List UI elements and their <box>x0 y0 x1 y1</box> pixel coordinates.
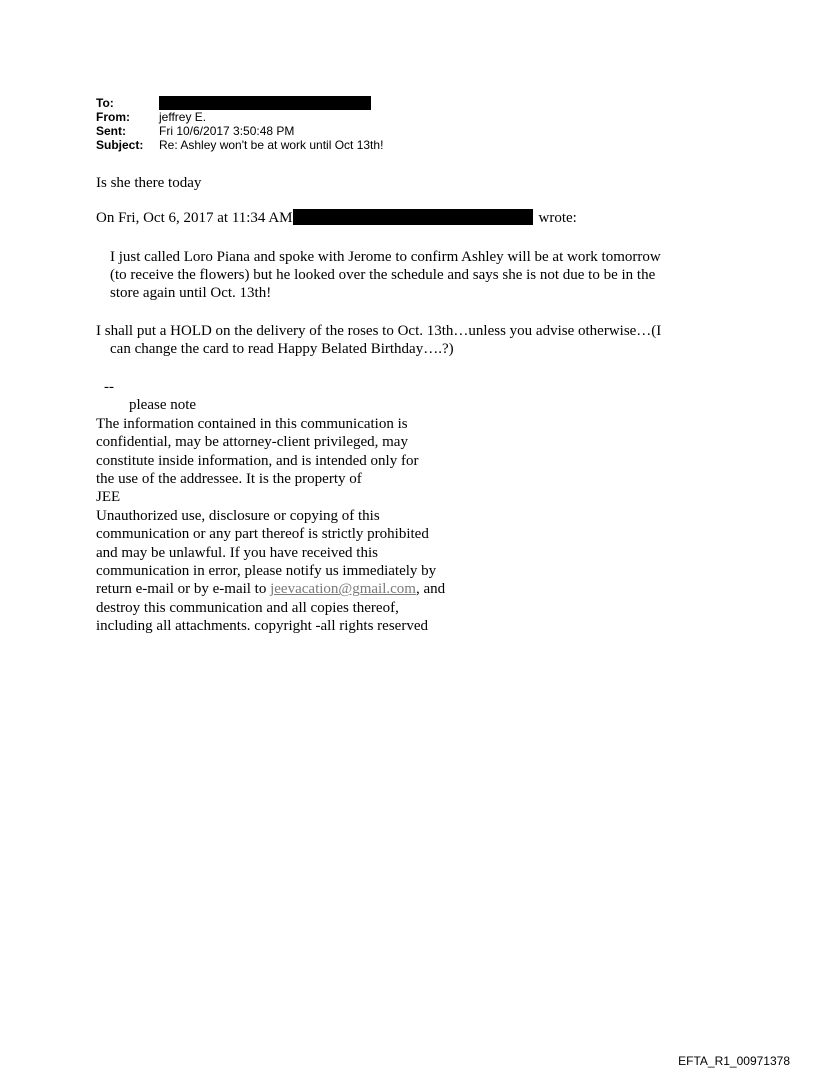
quote-intro <box>96 209 577 227</box>
quoted-line: (to receive the flowers) but he looked over the schedule and says she is not due to be in the <box>110 267 656 283</box>
disclaimer-line: destroy this communication and all copies thereof, <box>96 599 399 616</box>
note-heading: please note <box>129 397 197 414</box>
disclaimer-line: JEE <box>96 489 121 506</box>
quoted-paragraph <box>110 248 661 302</box>
to-label: To: <box>96 96 114 110</box>
to-redaction <box>159 96 371 110</box>
disclaimer-line: constitute inside information, and is intended only for <box>96 452 419 469</box>
quoted-line: I just called Loro Piana and spoke with Jerome to confirm Ashley will be at work tomorrow <box>110 249 661 265</box>
sent-value: Fri 10/6/2017 3:50:48 PM <box>159 124 295 138</box>
from-label: From: <box>96 110 130 124</box>
return-suffix: , and <box>415 581 446 598</box>
quoted-line: store again until Oct. 13th! <box>110 285 272 301</box>
sender-redaction <box>293 209 533 225</box>
quote-intro-suffix: wrote: <box>538 210 577 226</box>
disclaimer-line: and may be unlawful. If you have received this <box>96 544 378 561</box>
disclaimer-line: Unauthorized use, disclosure or copying of this <box>96 507 380 524</box>
hold-paragraph <box>96 322 661 358</box>
reply-text: Is she there today <box>96 175 202 191</box>
from-value: jeffrey E. <box>159 110 207 124</box>
quote-intro-prefix: On Fri, Oct 6, 2017 at 11:34 AM <box>96 210 293 226</box>
disclaimer-line: communication or any part thereof is strictly prohibited <box>96 526 429 543</box>
disclaimer-line: confidential, may be attorney-client privileged, may <box>96 434 408 451</box>
subject-value: Re: Ashley won't be at work until Oct 13th! <box>159 138 384 152</box>
sent-label: Sent: <box>96 124 126 138</box>
disclaimer-line: The information contained in this communication is <box>96 415 408 432</box>
signature-dash: -- <box>104 379 114 395</box>
hold-line: can change the card to read Happy Belated Birthday….?) <box>110 341 454 357</box>
return-prefix: return e-mail or by e-mail to <box>96 581 271 598</box>
signature-disclaimer <box>96 378 445 636</box>
subject-label: Subject: <box>96 138 144 152</box>
disclaimer-line-email <box>96 580 445 598</box>
document-id: EFTA_R1_00971378 <box>678 1054 790 1068</box>
disclaimer-line: including all attachments. copyright -all rights reserved <box>96 618 428 635</box>
hold-line: I shall put a HOLD on the delivery of the roses to Oct. 13th…unless you advise otherwise…(I <box>96 323 662 339</box>
disclaimer-line: communication in error, please notify us immediately by <box>96 563 437 580</box>
disclaimer-line: the use of the addressee. It is the property of <box>96 471 362 488</box>
email-link[interactable]: jeevacation@gmail.com <box>270 581 416 598</box>
